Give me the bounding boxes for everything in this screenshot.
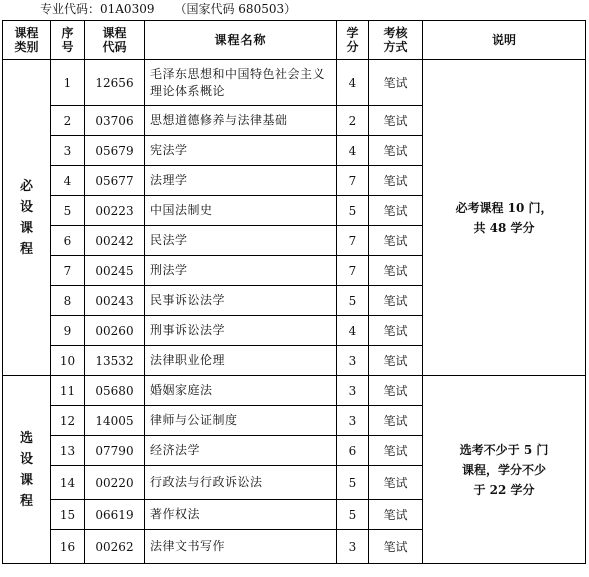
course-credit: 7 bbox=[337, 256, 369, 286]
course-code: 06619 bbox=[85, 500, 145, 530]
course-code: 13532 bbox=[85, 346, 145, 376]
header-course-name: 课程名称 bbox=[145, 21, 337, 60]
course-credit: 3 bbox=[337, 376, 369, 406]
course-code: 00245 bbox=[85, 256, 145, 286]
course-credit: 4 bbox=[337, 60, 369, 106]
exam-method: 笔试 bbox=[369, 196, 423, 226]
category-cell bbox=[3, 376, 51, 564]
note-line: 必考课程 10 门， bbox=[455, 200, 553, 215]
course-code: 00243 bbox=[85, 286, 145, 316]
header-code: 课程 代码 bbox=[85, 21, 145, 60]
course-code: 05679 bbox=[85, 136, 145, 166]
note-line: 选考不少于 5 门 bbox=[459, 442, 549, 457]
course-credit: 5 bbox=[337, 196, 369, 226]
course-name: 经济法学 bbox=[145, 436, 337, 466]
course-credit: 2 bbox=[337, 106, 369, 136]
row-number: 4 bbox=[51, 166, 85, 196]
course-name: 行政法与行政诉讼法 bbox=[145, 466, 337, 500]
exam-method: 笔试 bbox=[369, 286, 423, 316]
course-code: 00223 bbox=[85, 196, 145, 226]
course-credit: 4 bbox=[337, 316, 369, 346]
category-cell bbox=[3, 60, 51, 376]
course-code: 00260 bbox=[85, 316, 145, 346]
row-number: 14 bbox=[51, 466, 85, 500]
exam-method: 笔试 bbox=[369, 346, 423, 376]
course-credit: 5 bbox=[337, 286, 369, 316]
exam-method: 笔试 bbox=[369, 226, 423, 256]
row-number: 2 bbox=[51, 106, 85, 136]
course-credit: 7 bbox=[337, 166, 369, 196]
course-name: 思想道德修养与法律基础 bbox=[145, 106, 337, 136]
course-code: 07790 bbox=[85, 436, 145, 466]
row-number: 11 bbox=[51, 376, 85, 406]
category-char: 设 bbox=[19, 451, 33, 467]
course-name: 律师与公证制度 bbox=[145, 406, 337, 436]
course-name: 毛泽东思想和中国特色社会主义理论体系概论 bbox=[145, 60, 337, 106]
major-code-header bbox=[40, 1, 296, 17]
exam-method: 笔试 bbox=[369, 406, 423, 436]
exam-method: 笔试 bbox=[369, 60, 423, 106]
category-char: 课 bbox=[19, 220, 33, 236]
course-code: 03706 bbox=[85, 106, 145, 136]
exam-method: 笔试 bbox=[369, 436, 423, 466]
category-char: 必 bbox=[19, 178, 33, 194]
course-code: 05680 bbox=[85, 376, 145, 406]
course-name: 法律职业伦理 bbox=[145, 346, 337, 376]
note-line: 于 22 学分 bbox=[473, 482, 535, 497]
course-name: 民事诉讼法学 bbox=[145, 286, 337, 316]
row-number: 3 bbox=[51, 136, 85, 166]
exam-method: 笔试 bbox=[369, 500, 423, 530]
course-code: 00242 bbox=[85, 226, 145, 256]
major-code: 专业代码：01A0309 bbox=[40, 2, 155, 16]
table-row bbox=[3, 60, 586, 106]
exam-method: 笔试 bbox=[369, 530, 423, 564]
row-number: 9 bbox=[51, 316, 85, 346]
table-row bbox=[3, 376, 586, 406]
course-code: 00220 bbox=[85, 466, 145, 500]
exam-method: 笔试 bbox=[369, 106, 423, 136]
course-credit: 5 bbox=[337, 500, 369, 530]
course-credit: 7 bbox=[337, 226, 369, 256]
row-number: 8 bbox=[51, 286, 85, 316]
course-name: 著作权法 bbox=[145, 500, 337, 530]
note-line: 课程，学分不少 bbox=[461, 462, 546, 477]
group-note bbox=[423, 60, 586, 376]
row-number: 6 bbox=[51, 226, 85, 256]
course-credit: 6 bbox=[337, 436, 369, 466]
course-credit: 3 bbox=[337, 406, 369, 436]
course-name: 宪法学 bbox=[145, 136, 337, 166]
exam-method: 笔试 bbox=[369, 166, 423, 196]
row-number: 1 bbox=[51, 60, 85, 106]
row-number: 12 bbox=[51, 406, 85, 436]
header-note: 说明 bbox=[423, 21, 586, 60]
course-name: 中国法制史 bbox=[145, 196, 337, 226]
course-credit: 3 bbox=[337, 346, 369, 376]
course-credit: 5 bbox=[337, 466, 369, 500]
course-name: 刑法学 bbox=[145, 256, 337, 286]
course-name: 法律文书写作 bbox=[145, 530, 337, 564]
category-char: 程 bbox=[19, 493, 33, 509]
row-number: 13 bbox=[51, 436, 85, 466]
exam-method: 笔试 bbox=[369, 316, 423, 346]
course-name: 婚姻家庭法 bbox=[145, 376, 337, 406]
national-code: （国家代码 680503） bbox=[174, 2, 297, 16]
course-name: 民法学 bbox=[145, 226, 337, 256]
course-code: 14005 bbox=[85, 406, 145, 436]
header-number: 序 号 bbox=[51, 21, 85, 60]
exam-method: 笔试 bbox=[369, 466, 423, 500]
table-header-row bbox=[3, 21, 586, 60]
table-body bbox=[3, 60, 586, 564]
category-char: 程 bbox=[19, 241, 33, 257]
category-char: 选 bbox=[19, 430, 33, 446]
course-credit: 4 bbox=[337, 136, 369, 166]
header-exam: 考核 方式 bbox=[369, 21, 423, 60]
exam-method: 笔试 bbox=[369, 136, 423, 166]
row-number: 16 bbox=[51, 530, 85, 564]
row-number: 10 bbox=[51, 346, 85, 376]
course-code: 12656 bbox=[85, 60, 145, 106]
group-note bbox=[423, 376, 586, 564]
exam-method: 笔试 bbox=[369, 256, 423, 286]
header-credit: 学 分 bbox=[337, 21, 369, 60]
row-number: 5 bbox=[51, 196, 85, 226]
header-category: 课程 类别 bbox=[3, 21, 51, 60]
course-credit: 3 bbox=[337, 530, 369, 564]
category-char: 设 bbox=[19, 199, 33, 215]
exam-method: 笔试 bbox=[369, 376, 423, 406]
course-code: 00262 bbox=[85, 530, 145, 564]
course-code: 05677 bbox=[85, 166, 145, 196]
note-line: 共 48 学分 bbox=[473, 220, 535, 235]
course-name: 刑事诉讼法学 bbox=[145, 316, 337, 346]
course-table bbox=[2, 20, 586, 564]
course-name: 法理学 bbox=[145, 166, 337, 196]
row-number: 15 bbox=[51, 500, 85, 530]
row-number: 7 bbox=[51, 256, 85, 286]
category-char: 课 bbox=[19, 472, 33, 488]
